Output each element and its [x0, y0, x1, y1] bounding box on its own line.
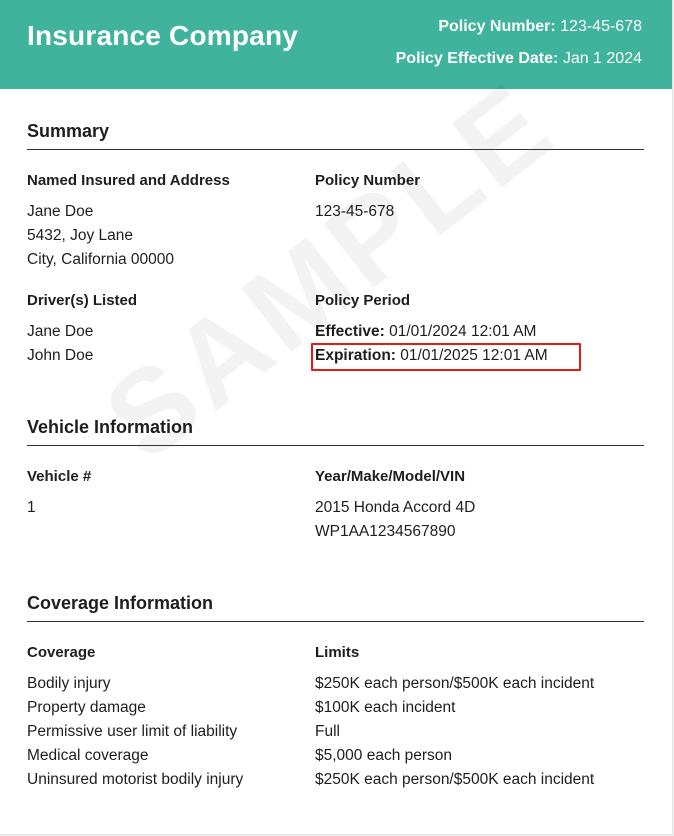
driver-name: Jane Doe	[27, 323, 94, 340]
drivers-list	[27, 320, 93, 368]
vehicle-number-block	[27, 496, 36, 520]
named-insured-line: City, California 00000	[27, 251, 175, 268]
coverage-limit: $100K each incident	[315, 699, 456, 716]
coverage-limit: $5,000 each person	[315, 747, 453, 764]
summary-divider	[27, 149, 644, 150]
effective-label: Effective:	[315, 323, 385, 340]
header-effective-date-value: Jan 1 2024	[562, 50, 642, 67]
effective-line	[315, 320, 548, 344]
coverage-heading: Coverage	[27, 644, 96, 661]
named-insured-heading: Named Insured and Address	[27, 172, 230, 189]
company-name: Insurance Company	[27, 20, 299, 51]
named-insured-line: 5432, Joy Lane	[27, 227, 134, 244]
coverage-name: Property damage	[27, 699, 146, 716]
policy-period-heading: Policy Period	[315, 292, 411, 309]
driver-name: John Doe	[27, 347, 94, 364]
limits-list	[315, 672, 594, 792]
vehicle-number: 1	[27, 499, 36, 516]
expiration-label: Expiration:	[315, 347, 396, 364]
coverage-name: Bodily injury	[27, 675, 111, 692]
summary-title: Summary	[27, 121, 110, 141]
coverage-name: Permissive user limit of liability	[27, 723, 238, 740]
drivers-heading: Driver(s) Listed	[27, 292, 138, 309]
coverage-limit: $250K each person/$500K each incident	[315, 771, 595, 788]
coverage-limit: $250K each person/$500K each incident	[315, 675, 595, 692]
header-effective-date-label: Policy Effective Date:	[395, 50, 559, 67]
coverage-name: Medical coverage	[27, 747, 149, 764]
coverage-name: Uninsured motorist bodily injury	[27, 771, 244, 788]
vehicle-detail-line: 2015 Honda Accord 4D	[315, 499, 476, 516]
vehicle-number-heading: Vehicle #	[27, 468, 92, 485]
named-insured-address	[27, 200, 174, 272]
policy-number-block	[315, 200, 394, 224]
header-policy-number-label: Policy Number:	[438, 18, 556, 35]
header-policy-number	[438, 18, 642, 36]
limits-heading: Limits	[315, 644, 360, 661]
vehicle-divider	[27, 445, 644, 446]
coverage-list	[27, 672, 243, 792]
policy-number-heading: Policy Number	[315, 172, 421, 189]
coverage-title: Coverage Information	[27, 593, 214, 613]
policy-number-value: 123-45-678	[315, 203, 395, 220]
document-header	[0, 0, 672, 89]
coverage-limit: Full	[315, 723, 340, 740]
effective-value: 01/01/2024 12:01 AM	[389, 323, 537, 340]
named-insured-line: Jane Doe	[27, 203, 94, 220]
vehicle-details	[315, 496, 475, 544]
vehicle-details-heading: Year/Make/Model/VIN	[315, 468, 466, 485]
expiration-value: 01/01/2025 12:01 AM	[400, 347, 548, 364]
header-effective-date	[396, 50, 642, 68]
coverage-divider	[27, 621, 644, 622]
header-policy-number-value: 123-45-678	[560, 18, 642, 35]
expiration-highlight-box	[311, 343, 581, 371]
vehicle-detail-line: WP1AA1234567890	[315, 523, 456, 540]
vehicle-title: Vehicle Information	[27, 417, 194, 437]
